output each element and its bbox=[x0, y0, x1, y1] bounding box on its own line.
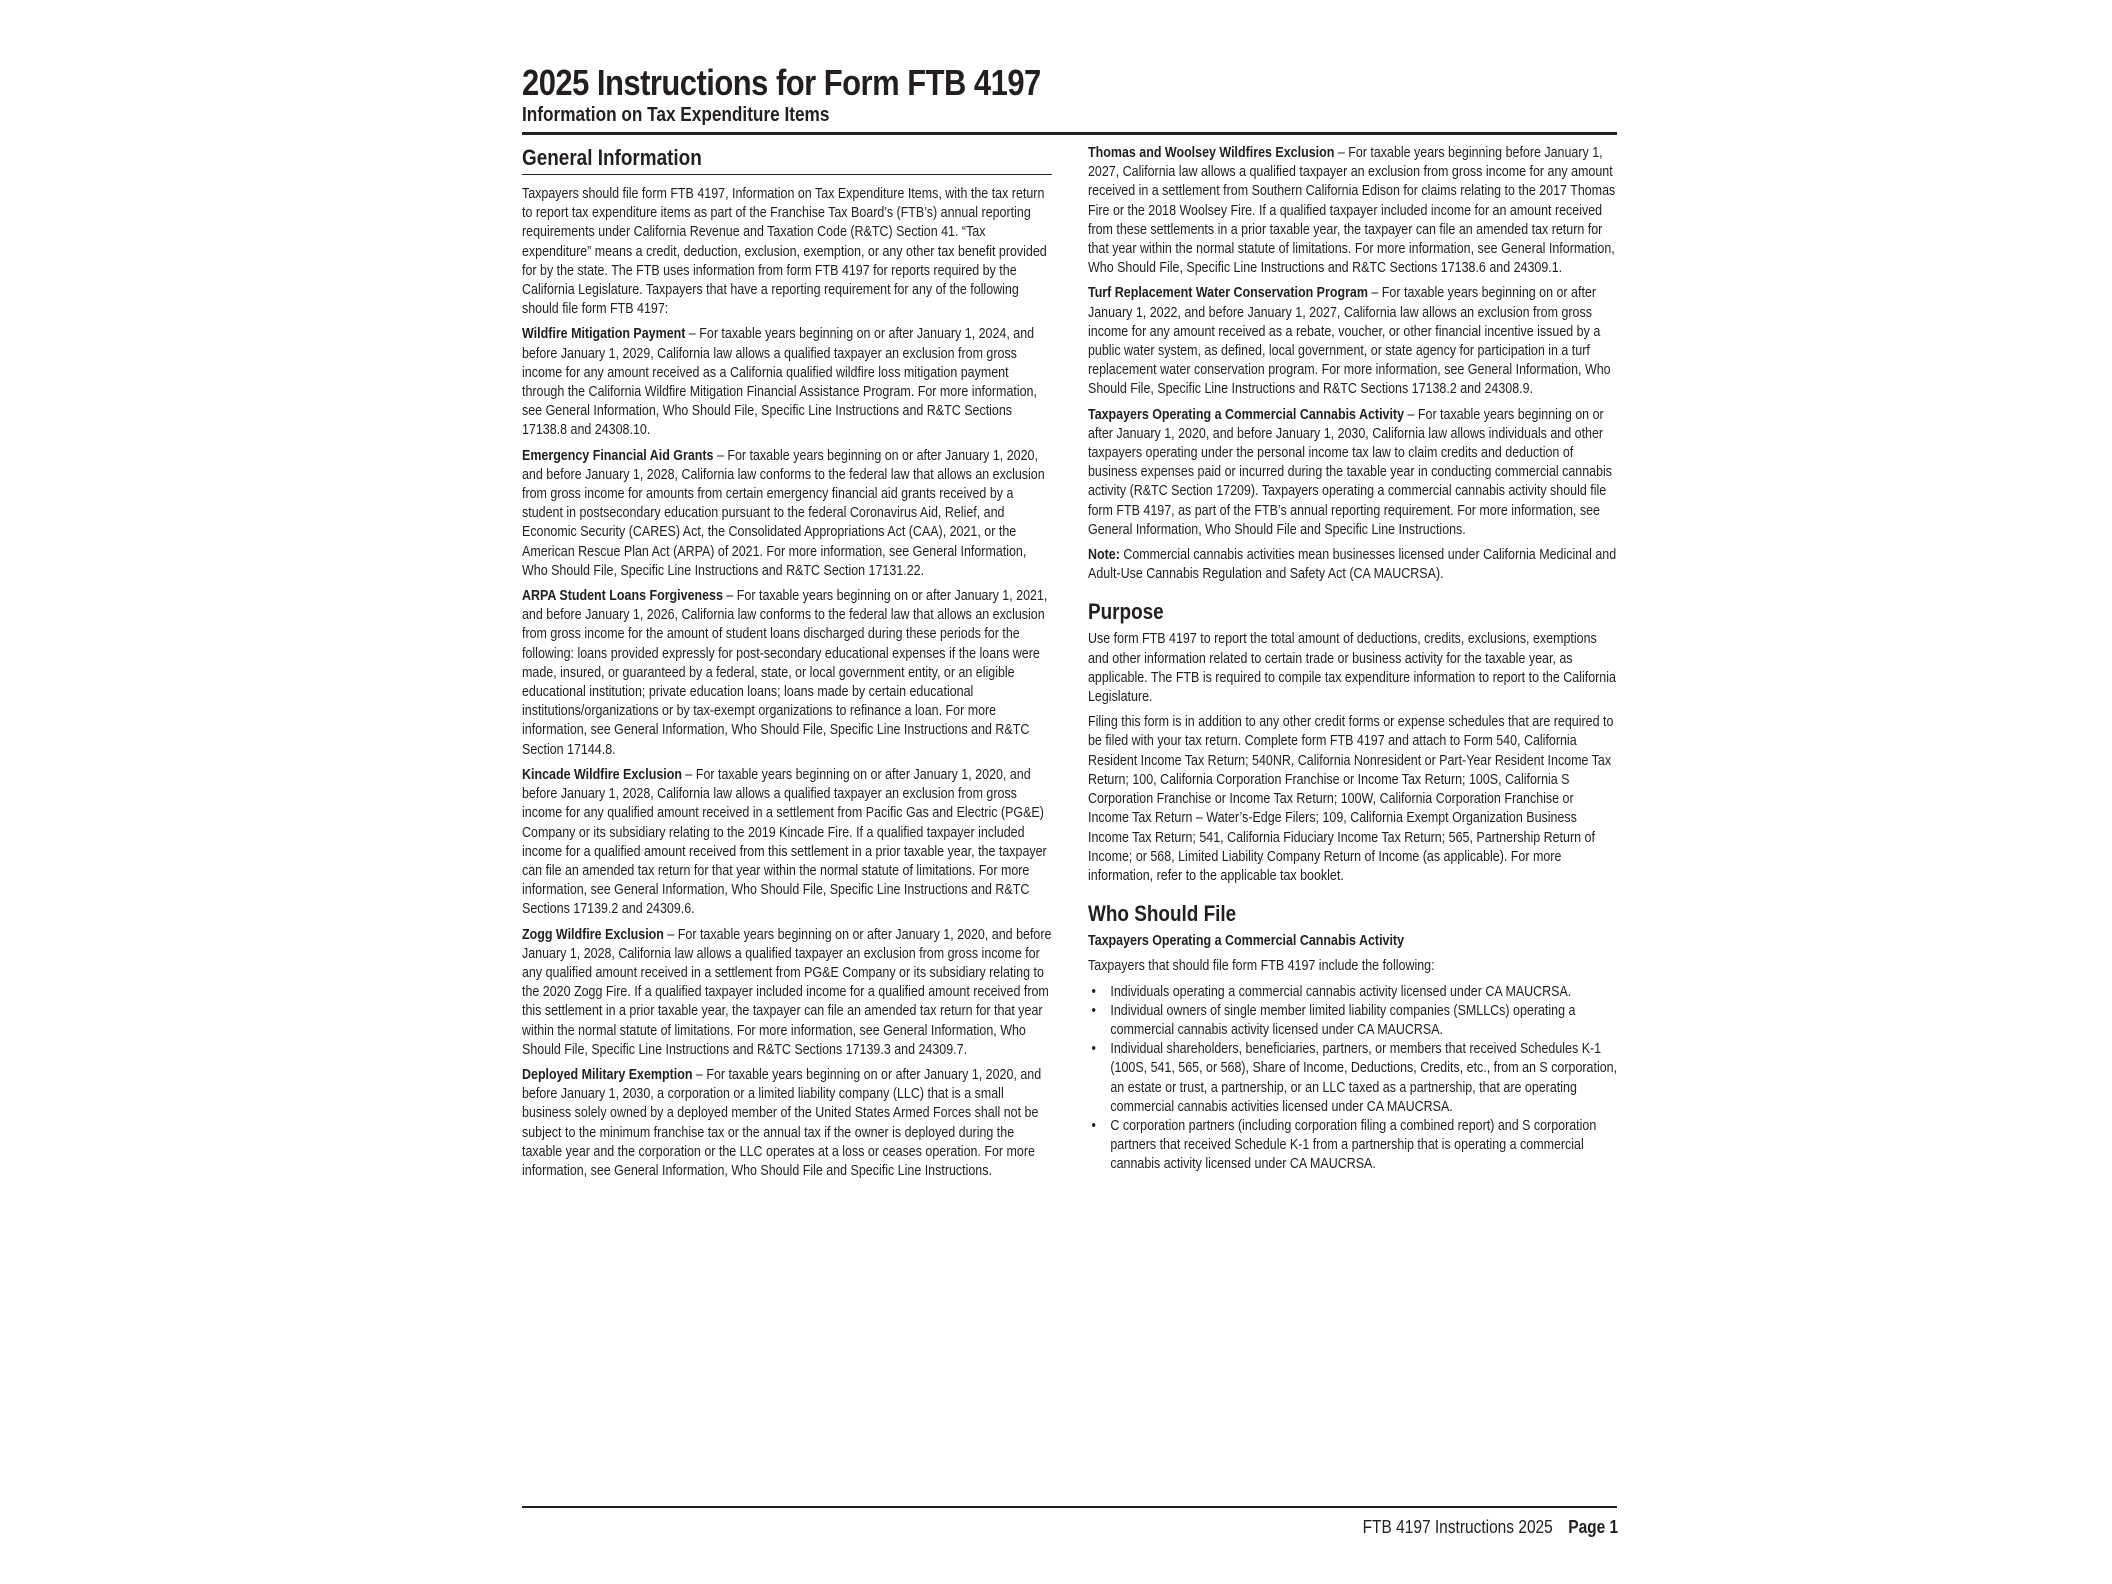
paragraph-emergency-financial-aid bbox=[522, 447, 1052, 581]
note-paragraph bbox=[1088, 546, 1618, 584]
text-arpa-student-loans: – For taxable years beginning on or after January 1, 2021, and before January 1, 2026, California law conforms to the federal law that allows an exclusion from gross income for the amount of student loans discharged during these periods for the following: loans provided expressly for post-secondary educational expenses if the loans were made, insured, or guaranteed by a federal, state, or local government entity, or an eligible educational institution; private education loans; loans made by certain educational institutions/organizations or by tax-exempt organizations to refinance a loan. For more information, see General Information, Who Should File, Specific Line Instructions and R&TC Section 17144.8. bbox=[522, 588, 1048, 758]
term-zogg-wildfire: Zogg Wildfire Exclusion bbox=[522, 926, 664, 943]
who-should-file-list bbox=[1088, 983, 1618, 1175]
paragraph-commercial-cannabis bbox=[1088, 406, 1618, 540]
paragraph-kincade-wildfire bbox=[522, 766, 1052, 920]
term-commercial-cannabis: Taxpayers Operating a Commercial Cannabis Activity bbox=[1088, 406, 1405, 423]
who-should-file-subheading: Taxpayers Operating a Commercial Cannabis Activity bbox=[1088, 933, 1405, 950]
section-heading-who-should-file: Who Should File bbox=[1088, 901, 1237, 927]
footer-rule bbox=[522, 1506, 1617, 1508]
document-title: 2025 Instructions for Form FTB 4197 bbox=[522, 62, 1041, 103]
text-emergency-financial-aid: – For taxable years beginning on or after January 1, 2020, and before January 1, 2028, California law conforms to the federal law that allows an exclusion from gross income for amounts from certain emergency financial aid grants received by a student in postsecondary education pursuant to the federal Coronavirus Aid, Relief, and Economic Security (CARES) Act, the Consolidated Appropriations Act (CAA), 2021, or the American Rescue Plan Act (ARPA) of 2021. For more information, see General Information, Who Should File, Specific Line Instructions and R&TC Section 17131.22. bbox=[522, 447, 1045, 579]
general-information-intro: Taxpayers should file form FTB 4197, Information on Tax Expenditure Items, with the tax return to report tax expenditure items as part of the Franchise Tax Board’s (FTB’s) annual reporting requirements under California Revenue and Taxation Code (R&TC) Section 41. “Tax expenditure” means a credit, deduction, exclusion, exemption, or any other tax benefit provided for by the state. The FTB uses information from form FTB 4197 for reports required by the California Legislature. Taxpayers that have a reporting requirement for any of the following should file form FTB 4197: bbox=[522, 186, 1047, 318]
text-kincade-wildfire: – For taxable years beginning on or after January 1, 2020, and before January 1, 2028, California law allows a qualified taxpayer an exclusion from gross income for any qualified amount received in a settlement from Pacific Gas and Electric (PG&E) Company or its subsidiary relating to the 2019 Kincade Fire. If a qualified taxpayer included income for a qualified amount received from this settlement in a prior taxable year, the taxpayer can file an amended tax return for that year within the normal statute of limitations. For more information, see General Information, Who Should File, Specific Line Instructions and R&TC Sections 17139.2 and 24309.6. bbox=[522, 766, 1047, 918]
term-kincade-wildfire: Kincade Wildfire Exclusion bbox=[522, 766, 682, 783]
section-heading-general-information: General Information bbox=[522, 144, 1052, 175]
footer-page-number: Page 1 bbox=[1568, 1517, 1618, 1537]
text-turf-replacement: – For taxable years beginning on or after January 1, 2022, and before January 1, 2027, California law allows an exclusion from gross income for any amount received as a rebate, voucher, or other financial incentive issued by a public water system, as defined, local government, or state agency for participation in a turf replacement water conservation program. For more information, see General Information, Who Should File, Specific Line Instructions and R&TC Sections 17138.2 and 24308.9. bbox=[1088, 285, 1611, 398]
paragraph-arpa-student-loans bbox=[522, 587, 1052, 760]
text-thomas-woolsey: – For taxable years beginning before January 1, 2027, California law allows a qualified taxpayer an exclusion from gross income for any amount received in a settlement from Southern California Edison for claims relating to the 2017 Thomas Fire or the 2018 Woolsey Fire. If a qualified taxpayer included income for an amount received from these settlements in a prior taxable year, the taxpayer can file an amended tax return for that year within the normal statute of limitations. For more information, see General Information, Who Should File, Specific Line Instructions and R&TC Sections 17138.6 and 24309.1. bbox=[1088, 145, 1616, 277]
section-heading-purpose: Purpose bbox=[1088, 599, 1164, 625]
term-turf-replacement: Turf Replacement Water Conservation Program bbox=[1088, 285, 1368, 302]
text-wildfire-mitigation: – For taxable years beginning on or after January 1, 2024, and before January 1, 2029, California law allows a qualified taxpayer an exclusion from gross income for any amount received as a California qualified wildfire loss mitigation payment through the California Wildfire Mitigation Financial Assistance Program. For more information, see General Information, Who Should File, Specific Line Instructions and R&TC Sections 17138.8 and 24308.10. bbox=[522, 326, 1037, 439]
text-commercial-cannabis: – For taxable years beginning on or after January 1, 2020, and before January 1, 2030, California law allows individuals and other taxpayers operating under the personal income tax law to claim credits and deduction of business expenses paid or incurred during the taxable year in conducting commercial cannabis activity (R&TC Section 17209). Taxpayers operating a commercial cannabis activity should file form FTB 4197, as part of the FTB’s annual reporting requirement. For more information, see General Information, Who Should File and Specific Line Instructions. bbox=[1088, 406, 1613, 538]
text-deployed-military: – For taxable years beginning on or after January 1, 2020, and before January 1, 2030, a corporation or a limited liability company (LLC) that is a small business solely owned by a deployed member of the United States Armed Forces shall not be subject to the minimum franchise tax or the annual tax if the owner is deployed during the taxable year and the corporation or the LLC operates at a loss or ceases operation. For more information, see General Information, Who Should File and Specific Line Instructions. bbox=[522, 1066, 1042, 1179]
document-header bbox=[522, 62, 1617, 126]
term-thomas-woolsey: Thomas and Woolsey Wildfires Exclusion bbox=[1088, 145, 1335, 161]
purpose-paragraph-1: Use form FTB 4197 to report the total amount of deductions, credits, exclusions, exemptions and other information related to certain trade or business activity for the taxable year, as applicable. The FTB is required to compile tax expenditure information to report to the California Legislature. bbox=[1088, 631, 1616, 706]
term-wildfire-mitigation: Wildfire Mitigation Payment bbox=[522, 326, 686, 343]
list-item: • C corporation partners (including corporation filing a combined report) and S corporation partners that received Schedule K-1 from a partnership that is operating a commercial cannabis activity licensed under CA MAUCRSA. bbox=[1088, 1117, 1618, 1175]
paragraph-deployed-military bbox=[522, 1066, 1052, 1181]
footer-document-label: FTB 4197 Instructions 2025 bbox=[1362, 1517, 1553, 1537]
who-should-file-intro: Taxpayers that should file form FTB 4197 include the following: bbox=[1088, 958, 1435, 975]
list-item: • Individuals operating a commercial cannabis activity licensed under CA MAUCRSA. bbox=[1088, 983, 1618, 1002]
left-column bbox=[522, 144, 1052, 1187]
header-rule bbox=[522, 132, 1617, 135]
purpose-paragraph-2: Filing this form is in addition to any other credit forms or expense schedules that are required to be filed with your tax return. Complete form FTB 4197 and attach to Form 540, California Resident Income Tax Return; 540NR, California Nonresident or Part-Year Resident Income Tax Return; 100, California Corporation Franchise or Income Tax Return; 100S, California S Corporation Franchise or Income Tax Return; 100W, California Corporation Franchise or Income Tax Return – Water’s-Edge Filers; 109, California Exempt Organization Business Income Tax Return; 541, California Fiduciary Income Tax Return; 565, Partnership Return of Income; or 568, Limited Liability Company Return of Income (as applicable). For more information, refer to the applicable tax booklet. bbox=[1088, 714, 1614, 884]
paragraph-thomas-woolsey bbox=[1088, 144, 1618, 278]
term-emergency-financial-aid: Emergency Financial Aid Grants bbox=[522, 447, 714, 464]
text-zogg-wildfire: – For taxable years beginning on or after January 1, 2020, and before January 1, 2028, California law allows a qualified taxpayer an exclusion from gross income for any qualified amount received in a settlement from PG&E Company or its subsidiary relating to the 2020 Zogg Fire. If a qualified taxpayer included income for a qualified amount received from this settlement in a prior taxable year, the taxpayer can file an amended tax return for that year within the normal statute of limitations. For more information, see General Information, Who Should File, Specific Line Instructions and R&TC Sections 17139.3 and 24309.7. bbox=[522, 926, 1052, 1058]
paragraph-wildfire-mitigation bbox=[522, 325, 1052, 440]
paragraph-zogg-wildfire bbox=[522, 926, 1052, 1060]
paragraph-turf-replacement bbox=[1088, 284, 1618, 399]
list-item: • Individual owners of single member limited liability companies (SMLLCs) operating a commercial cannabis activity licensed under CA MAUCRSA. bbox=[1088, 1002, 1618, 1040]
list-item: • Individual shareholders, beneficiaries, partners, or members that received Schedules K-1 (100S, 541, 565, or 568), Share of Income, Deductions, Credits, etc., from an S corporation, an estate or trust, a partnership, or an LLC taxed as a partnership, that are operating commercial cannabis activities licensed under CA MAUCRSA. bbox=[1088, 1040, 1618, 1117]
term-deployed-military: Deployed Military Exemption bbox=[522, 1066, 693, 1083]
note-label: Note: bbox=[1088, 547, 1120, 564]
right-column bbox=[1088, 144, 1618, 1175]
page-footer bbox=[1362, 1516, 1618, 1538]
document-subtitle: Information on Tax Expenditure Items bbox=[522, 104, 830, 126]
term-arpa-student-loans: ARPA Student Loans Forgiveness bbox=[522, 588, 723, 605]
note-text: Commercial cannabis activities mean businesses licensed under California Medicinal and Adult-Use Cannabis Regulation and Safety Act (CA MAUCRSA). bbox=[1088, 547, 1617, 583]
